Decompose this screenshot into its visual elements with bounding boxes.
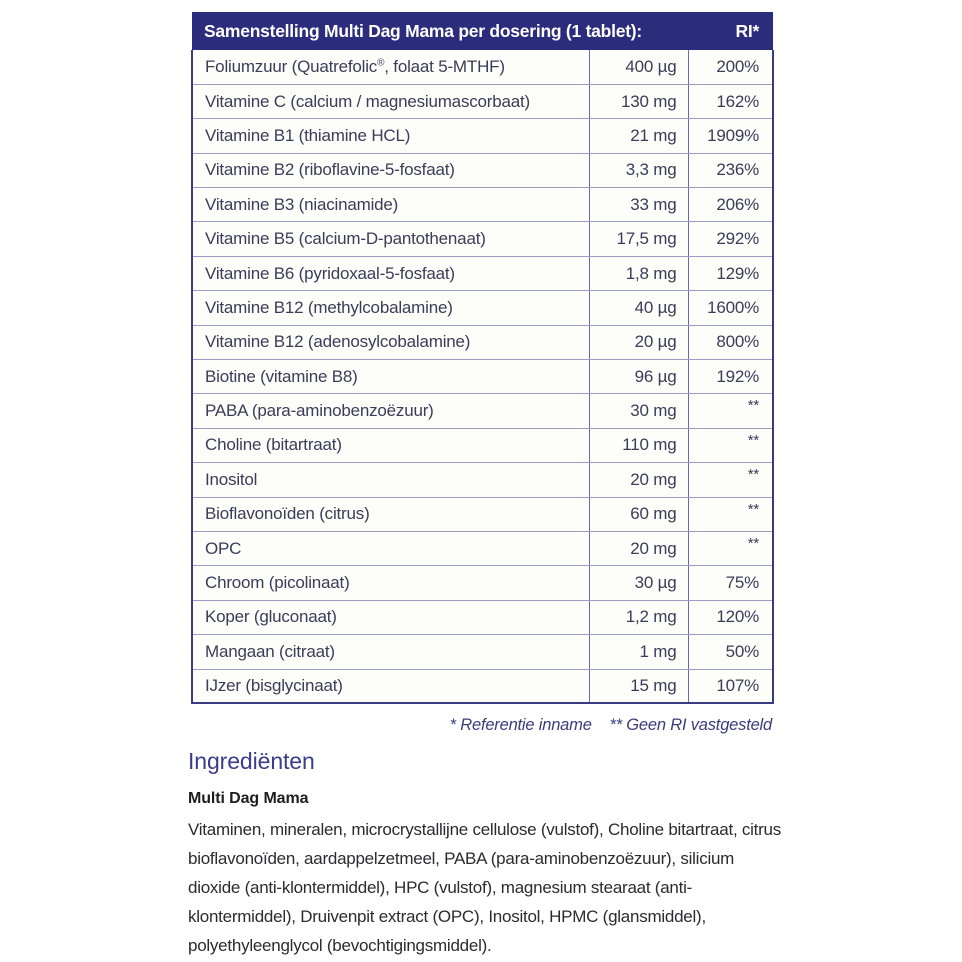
table-header-ri: RI*: [735, 20, 759, 41]
nutrient-name: Vitamine B2 (riboflavine-5-fosfaat): [192, 153, 589, 187]
footnote: [191, 716, 772, 735]
table-row: [192, 360, 773, 394]
registered-trademark-icon: ®: [377, 57, 385, 69]
nutrient-name: Vitamine B5 (calcium-D-pantothenaat): [192, 222, 589, 256]
nutrient-amount: 20 µg: [589, 325, 688, 359]
nutrient-name: Vitamine C (calcium / magnesiumascorbaat): [192, 84, 589, 118]
nutrient-ri-value: 129%: [688, 256, 773, 290]
table-row: [192, 222, 773, 256]
table-row: [192, 50, 773, 84]
nutrient-name: Vitamine B3 (niacinamide): [192, 188, 589, 222]
table-row: [192, 291, 773, 325]
nutrient-amount: 17,5 mg: [589, 222, 688, 256]
nutrient-ri-value: 120%: [688, 600, 773, 634]
nutrient-name: Foliumzuur (Quatrefolic®, folaat 5-MTHF): [192, 50, 589, 84]
table-row: [192, 153, 773, 187]
nutrient-ri-mark: **: [688, 394, 773, 428]
nutrient-ri-value: 800%: [688, 325, 773, 359]
nutrient-ri-mark: **: [688, 428, 773, 462]
nutrient-amount: 20 mg: [589, 463, 688, 497]
nutrient-amount: 33 mg: [589, 188, 688, 222]
table-row: [192, 566, 773, 600]
nutrient-amount: 15 mg: [589, 669, 688, 703]
table-row: [192, 635, 773, 669]
table-row: [192, 188, 773, 222]
nutrient-name: Choline (bitartraat): [192, 428, 589, 462]
nutrient-amount: 21 mg: [589, 119, 688, 153]
nutrient-name: Koper (gluconaat): [192, 600, 589, 634]
table-header-row: [192, 12, 773, 50]
nutrient-ri-value: 200%: [688, 50, 773, 84]
nutrient-name: Bioflavonoïden (citrus): [192, 497, 589, 531]
table-title: Samenstelling Multi Dag Mama per dosering (1 tablet):: [204, 20, 642, 41]
nutrient-name: Vitamine B6 (pyridoxaal-5-fosfaat): [192, 256, 589, 290]
table-row: [192, 119, 773, 153]
nutrient-amount: 60 mg: [589, 497, 688, 531]
nutrient-name: Inositol: [192, 463, 589, 497]
nutrient-amount: 40 µg: [589, 291, 688, 325]
ingredients-list-text: Vitaminen, mineralen, microcrystallijne cellulose (vulstof), Choline bitartraat, citrus bioflavonoïden, aardappelzetmeel, PABA (para-aminobenzoëzuur), silicium dioxide (anti-klontermiddel), HPC (vulstof), magnesium stearaat (anti-klontermiddel), Druivenpit extract (OPC), Inositol, HPMC (glansmiddel), polyethyleenglycol (bevochtigingsmiddel).: [188, 820, 782, 955]
nutrient-name: Vitamine B12 (methylcobalamine): [192, 291, 589, 325]
nutrient-amount: 30 mg: [589, 394, 688, 428]
table-row: [192, 394, 773, 428]
nutrient-name: Vitamine B12 (adenosylcobalamine): [192, 325, 589, 359]
ingredients-product-name: Multi Dag Mama: [188, 790, 309, 807]
ingredients-heading: Ingrediënten: [188, 748, 315, 774]
nutrient-amount: 3,3 mg: [589, 153, 688, 187]
nutrient-ri-value: 107%: [688, 669, 773, 703]
nutrient-ri-value: 206%: [688, 188, 773, 222]
table-row: [192, 428, 773, 462]
nutrient-ri-value: 1600%: [688, 291, 773, 325]
nutrient-ri-value: 1909%: [688, 119, 773, 153]
nutrient-name: PABA (para-aminobenzoëzuur): [192, 394, 589, 428]
table-row: [192, 325, 773, 359]
nutrient-name: OPC: [192, 531, 589, 565]
nutrient-amount: 96 µg: [589, 360, 688, 394]
nutrient-name: Biotine (vitamine B8): [192, 360, 589, 394]
nutrient-amount: 110 mg: [589, 428, 688, 462]
nutrient-ri-value: 162%: [688, 84, 773, 118]
table-row: [192, 256, 773, 290]
nutrient-amount: 30 µg: [589, 566, 688, 600]
nutrient-amount: 400 µg: [589, 50, 688, 84]
table-body: [192, 50, 773, 703]
footnote-geen-ri: ** Geen RI vastgesteld: [609, 716, 772, 734]
nutrient-amount: 1,8 mg: [589, 256, 688, 290]
nutrient-ri-value: 192%: [688, 360, 773, 394]
table-row: [192, 669, 773, 703]
table-row: [192, 531, 773, 565]
footnote-referentie: * Referentie inname: [449, 716, 592, 734]
nutrient-name: Chroom (picolinaat): [192, 566, 589, 600]
nutrient-amount: 20 mg: [589, 531, 688, 565]
table-row: [192, 497, 773, 531]
nutrient-amount: 130 mg: [589, 84, 688, 118]
nutrient-ri-value: 75%: [688, 566, 773, 600]
nutrition-table: [191, 12, 774, 704]
nutrient-ri-mark: **: [688, 531, 773, 565]
nutrient-ri-mark: **: [688, 497, 773, 531]
nutrient-name: Mangaan (citraat): [192, 635, 589, 669]
nutrient-name: IJzer (bisglycinaat): [192, 669, 589, 703]
nutrient-ri-mark: **: [688, 463, 773, 497]
nutrient-amount: 1,2 mg: [589, 600, 688, 634]
nutrient-name: Vitamine B1 (thiamine HCL): [192, 119, 589, 153]
table-row: [192, 84, 773, 118]
nutrient-amount: 1 mg: [589, 635, 688, 669]
table-row: [192, 463, 773, 497]
table-header: [192, 12, 773, 50]
table-row: [192, 600, 773, 634]
nutrient-ri-value: 50%: [688, 635, 773, 669]
nutrient-ri-value: 236%: [688, 153, 773, 187]
nutrient-ri-value: 292%: [688, 222, 773, 256]
